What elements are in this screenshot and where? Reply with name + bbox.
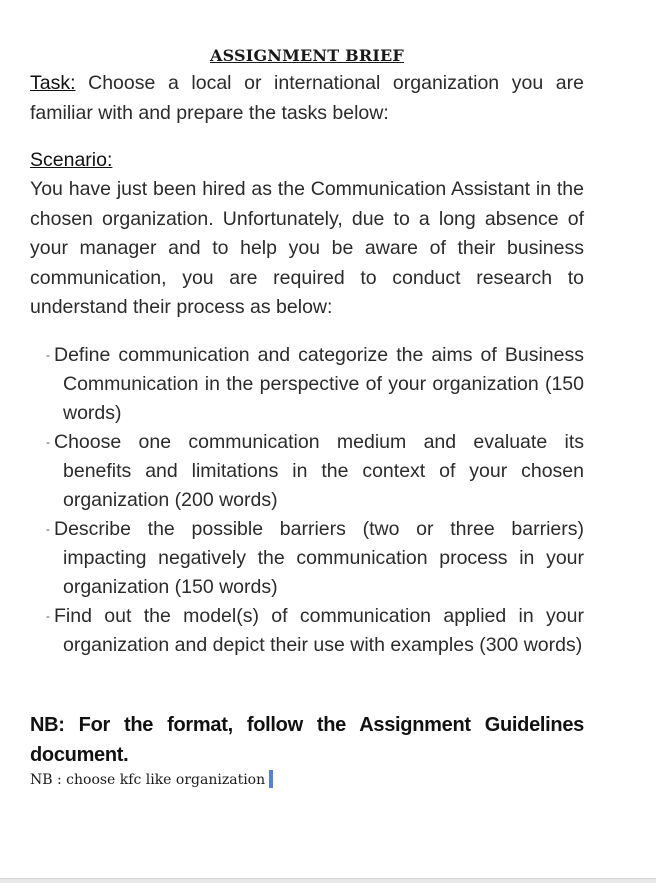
task-item-text: Describe the possible barriers (two or three barriers) impacting negatively the communication process in your organization (150 words)	[54, 518, 584, 598]
page-bottom-edge	[0, 878, 656, 883]
scenario-paragraph: You have just been hired as the Communication Assistant in the chosen organization. Unfortunately, due to a long absence of your manager and to help you be aware of their business communication, you are required to conduct research to understand their process as below:	[30, 178, 584, 318]
dash-bullet: -	[46, 435, 50, 449]
nb-organization-line[interactable]	[30, 770, 273, 790]
text-cursor	[269, 770, 273, 788]
nb-organization-text: NB : choose kfc like organization	[30, 772, 266, 788]
dash-bullet: -	[46, 609, 50, 623]
task-item	[46, 602, 584, 660]
task-item	[46, 341, 584, 428]
task-item	[46, 515, 584, 602]
task-item-text: Define communication and categorize the aims of Business Communication in the perspective of your organization (150 words)	[54, 344, 584, 424]
dash-bullet: -	[46, 522, 50, 536]
task-item-text: Choose one communication medium and evaluate its benefits and limitations in the context of your chosen organization (200 words)	[54, 431, 584, 511]
task-text: Choose a local or international organization you are familiar with and prepare the tasks below:	[30, 72, 584, 124]
task-list	[46, 341, 584, 660]
scenario-heading: Scenario:	[30, 149, 113, 171]
task-item	[46, 428, 584, 515]
task-label: Task:	[30, 72, 76, 94]
dash-bullet: -	[46, 348, 50, 362]
nb-format-note: NB: For the format, follow the Assignment Guidelines document.	[30, 714, 584, 766]
task-paragraph	[30, 69, 584, 128]
task-item-text: Find out the model(s) of communication applied in your organization and depict their use with examples (300 words)	[54, 605, 584, 656]
document-title: ASSIGNMENT BRIEF	[209, 46, 404, 65]
